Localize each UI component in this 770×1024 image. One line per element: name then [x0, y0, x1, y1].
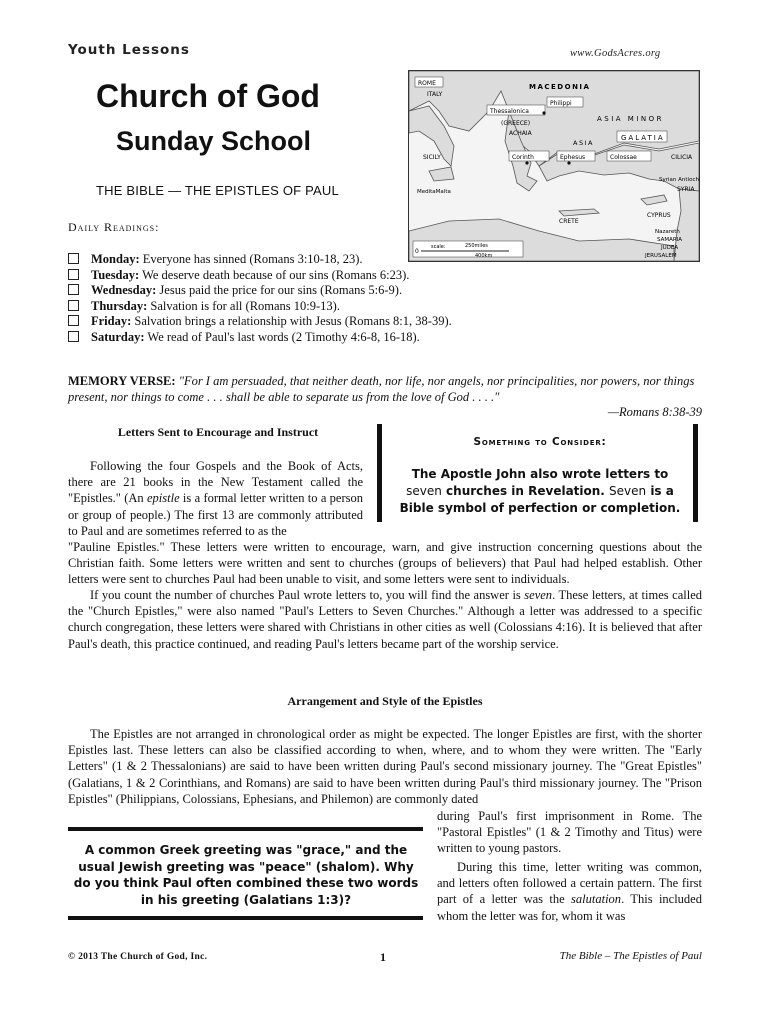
svg-text:JERUSALEM: JERUSALEM — [645, 253, 677, 259]
section-heading: Letters Sent to Encourage and Instruct — [117, 425, 319, 439]
svg-text:JUDEA: JUDEA — [661, 245, 679, 251]
checkbox-icon — [68, 253, 79, 264]
list-item: Saturday: We read of Paul's last words (2 Timothy 4:6-8, 16-18). — [68, 330, 452, 346]
list-item: Tuesday: We deserve death because of our sins (Romans 6:23). — [68, 268, 452, 284]
paragraph: Following the four Gospels and the Book of Acts, there are 21 books in the New Testament called the "Epistles." (An epistle is a formal letter written to a person or group of people.) The first 13 are commonly attributed to Paul and are sometimes referred to as the — [68, 459, 363, 538]
paragraph: "Pauline Epistles." These letters were written to encourage, warn, and give instruction concerning questions about the Christian faith. Some letters were written and sent to churches (groups of believers) that Paul had helped establish. Other letters were sent to churches Paul had been unable to visit, and some letters were sent to individuals. — [68, 540, 702, 587]
svg-text:scale:: scale: — [431, 244, 446, 250]
question-box-bottom-bar — [68, 916, 423, 920]
paragraph: During this time, letter writing was common, and letters often followed a certain pattern. The first part of a letter was the salutation. This included whom the letter was for, whom it was — [437, 860, 702, 923]
svg-text:ITALY: ITALY — [427, 91, 443, 98]
question-box-top-bar — [68, 827, 423, 831]
page-title-line2: Sunday School — [116, 126, 312, 156]
question-box: A common Greek greeting was "grace," and the usual Jewish greeting was "peace" (shalom). Why do you think Paul often combined these two words in his greeting (Galatians 1:3)? — [73, 843, 419, 907]
svg-text:Philippi: Philippi — [550, 100, 572, 107]
svg-text:MACEDONIA: MACEDONIA — [529, 83, 591, 91]
svg-text:Thessalonica: Thessalonica — [490, 108, 529, 115]
sidebar-body: The Apostle John also wrote letters to seven churches in Revelation. Seven is a Bible symbol of perfection or completion. — [399, 467, 681, 515]
paragraph: The Epistles are not arranged in chronological order as might be expected. The longer Epistles are first, with the shorter Epistles last. These letters can also be classified according to when, where, and to whom they were written. The "Early Letters" (1 & 2 Thessalonians) are said to have been written during Paul's second missionary journey. The "Great Epistles" (Galatians, 1 & 2 Corinthians, and Romans) are said to have been written during Paul's third missionary journey. The "Prison Epistles" (Philippians, Colossians, Ephesians, and Philemon) are commonly dated — [68, 727, 702, 806]
lesson-subtitle: THE BIBLE — THE EPISTLES OF PAUL — [96, 183, 339, 198]
page-number: 1 — [380, 950, 386, 964]
daily-readings-label: Daily Readings: — [68, 220, 160, 234]
footer-title: The Bible – The Epistles of Paul — [559, 950, 702, 962]
svg-text:Syrian Antioch: Syrian Antioch — [659, 177, 699, 183]
mediterranean-map — [408, 70, 700, 262]
svg-text:SYRIA: SYRIA — [677, 186, 695, 193]
svg-text:MeditaMalta: MeditaMalta — [417, 189, 451, 195]
svg-text:CRETE: CRETE — [559, 218, 579, 225]
svg-text:GALATIA: GALATIA — [621, 134, 665, 142]
svg-text:SICILY: SICILY — [423, 154, 441, 161]
checkbox-icon — [68, 331, 79, 342]
sidebar-left-bar — [377, 424, 382, 522]
list-item: Thursday: Salvation is for all (Romans 10:9-13). — [68, 299, 452, 315]
svg-text:ACHAIA: ACHAIA — [509, 130, 532, 137]
page-title: Church of God — [96, 78, 320, 114]
list-item: Wednesday: Jesus paid the price for our sins (Romans 5:6-9). — [68, 283, 452, 299]
website-label: www.GodsAcres.org — [570, 48, 661, 59]
checkbox-icon — [68, 269, 79, 280]
svg-text:Corinth: Corinth — [512, 154, 534, 161]
section-heading: Arrangement and Style of the Epistles — [287, 694, 483, 708]
series-label: Youth Lessons — [68, 42, 190, 58]
memory-verse: MEMORY VERSE: "For I am persuaded, that neither death, nor life, nor angels, nor principalities, nor powers, nor things present, nor things to come . . . shall be able to separate us from the love of God . . . ." — [68, 374, 695, 404]
svg-text:ROME: ROME — [418, 80, 436, 87]
checkbox-icon — [68, 300, 79, 311]
daily-readings-list — [68, 252, 452, 345]
svg-text:Nazareth: Nazareth — [655, 229, 680, 235]
svg-text:Colossae: Colossae — [610, 154, 637, 161]
svg-text:400km: 400km — [475, 253, 493, 259]
svg-text:ASIA MINOR: ASIA MINOR — [597, 115, 665, 123]
paragraph: If you count the number of churches Paul wrote letters to, you will find the answer is seven. These letters, at times called the "Church Epistles," were also named "Paul's Letters to Seven Churches." Although a letter was addressed to a specific church congregation, these letters were shared with Christians in other cities as well (Colossians 4:16). It is believed that after Paul's death, this practice continued, and reading Paul's letters became part of the worship service. — [68, 588, 702, 651]
list-item: Monday: Everyone has sinned (Romans 3:10-18, 23). — [68, 252, 452, 268]
svg-text:Ephesus: Ephesus — [560, 154, 586, 161]
checkbox-icon — [68, 284, 79, 295]
svg-text:CYPRUS: CYPRUS — [647, 212, 671, 219]
memory-verse-reference: —Romans 8:38-39 — [607, 405, 702, 419]
svg-text:250miles: 250miles — [465, 243, 488, 249]
svg-text:CILICIA: CILICIA — [671, 154, 693, 161]
svg-text:(GREECE): (GREECE) — [501, 120, 531, 127]
checkbox-icon — [68, 315, 79, 326]
copyright: © 2013 The Church of God, Inc. — [68, 952, 208, 962]
paragraph: during Paul's first imprisonment in Rome. The "Pastoral Epistles" (1 & 2 Timothy and Titus) were written to young pastors. — [437, 809, 702, 856]
svg-text:ASIA: ASIA — [573, 139, 594, 147]
sidebar-title: Something to Consider: — [473, 436, 607, 448]
list-item: Friday: Salvation brings a relationship with Jesus (Romans 8:1, 38-39). — [68, 314, 452, 330]
svg-text:0: 0 — [415, 248, 419, 255]
svg-text:SAMARIA: SAMARIA — [657, 237, 683, 243]
sidebar-right-bar — [693, 424, 698, 522]
